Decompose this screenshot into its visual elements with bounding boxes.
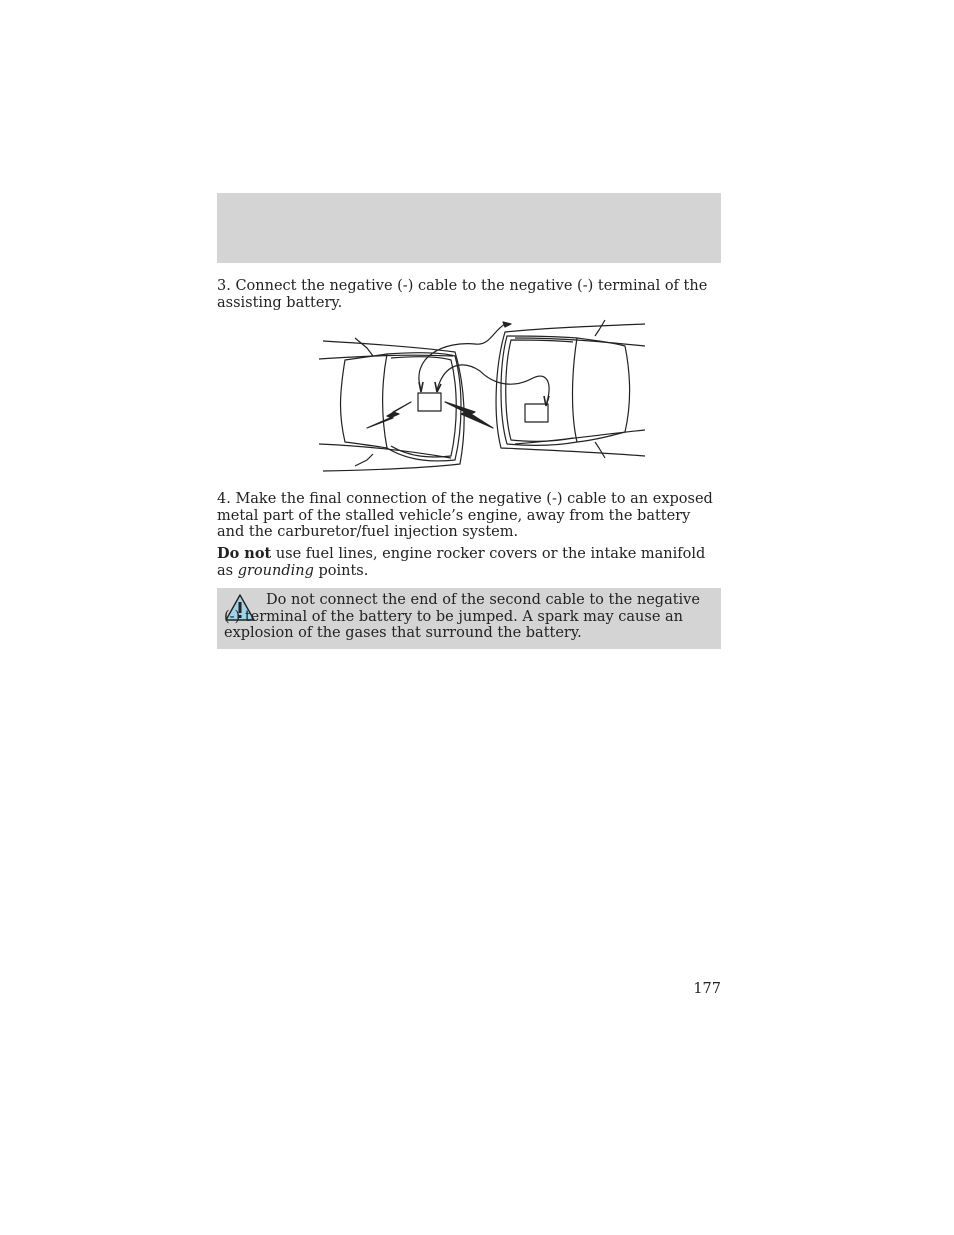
note-bold: Do not (217, 545, 272, 562)
header-band (217, 193, 721, 263)
page-number: 177 (693, 981, 721, 997)
note-part1: use fuel lines, engine rocker covers or the intake manifold as (217, 546, 706, 579)
step-4-text: 4. Make the final connection of the negative (-) cable to an exposed metal part of the stalled vehicle’s engine, away from the battery and the carburetor/fuel injection system. (217, 491, 713, 540)
spark-bolt-left (367, 402, 411, 428)
spark-bolt-right (445, 402, 493, 428)
jump-start-illustration (315, 316, 650, 478)
stalled-battery (418, 393, 441, 411)
warning-box (217, 588, 721, 649)
stalled-vehicle-outline (319, 338, 464, 471)
note-part2: points. (313, 562, 369, 579)
grounding-note (217, 546, 721, 579)
note-italic: grounding (237, 562, 314, 579)
assisting-battery (525, 404, 548, 422)
warning-text: Do not connect the end of the second cable to the negative (-) terminal of the battery to be jumped. A spark may cause an explosion of the gases that surround the battery. (224, 592, 700, 641)
step-3-text: 3. Connect the negative (-) cable to the negative (-) terminal of the assisting battery. (217, 278, 708, 311)
assisting-vehicle-outline (496, 320, 645, 458)
